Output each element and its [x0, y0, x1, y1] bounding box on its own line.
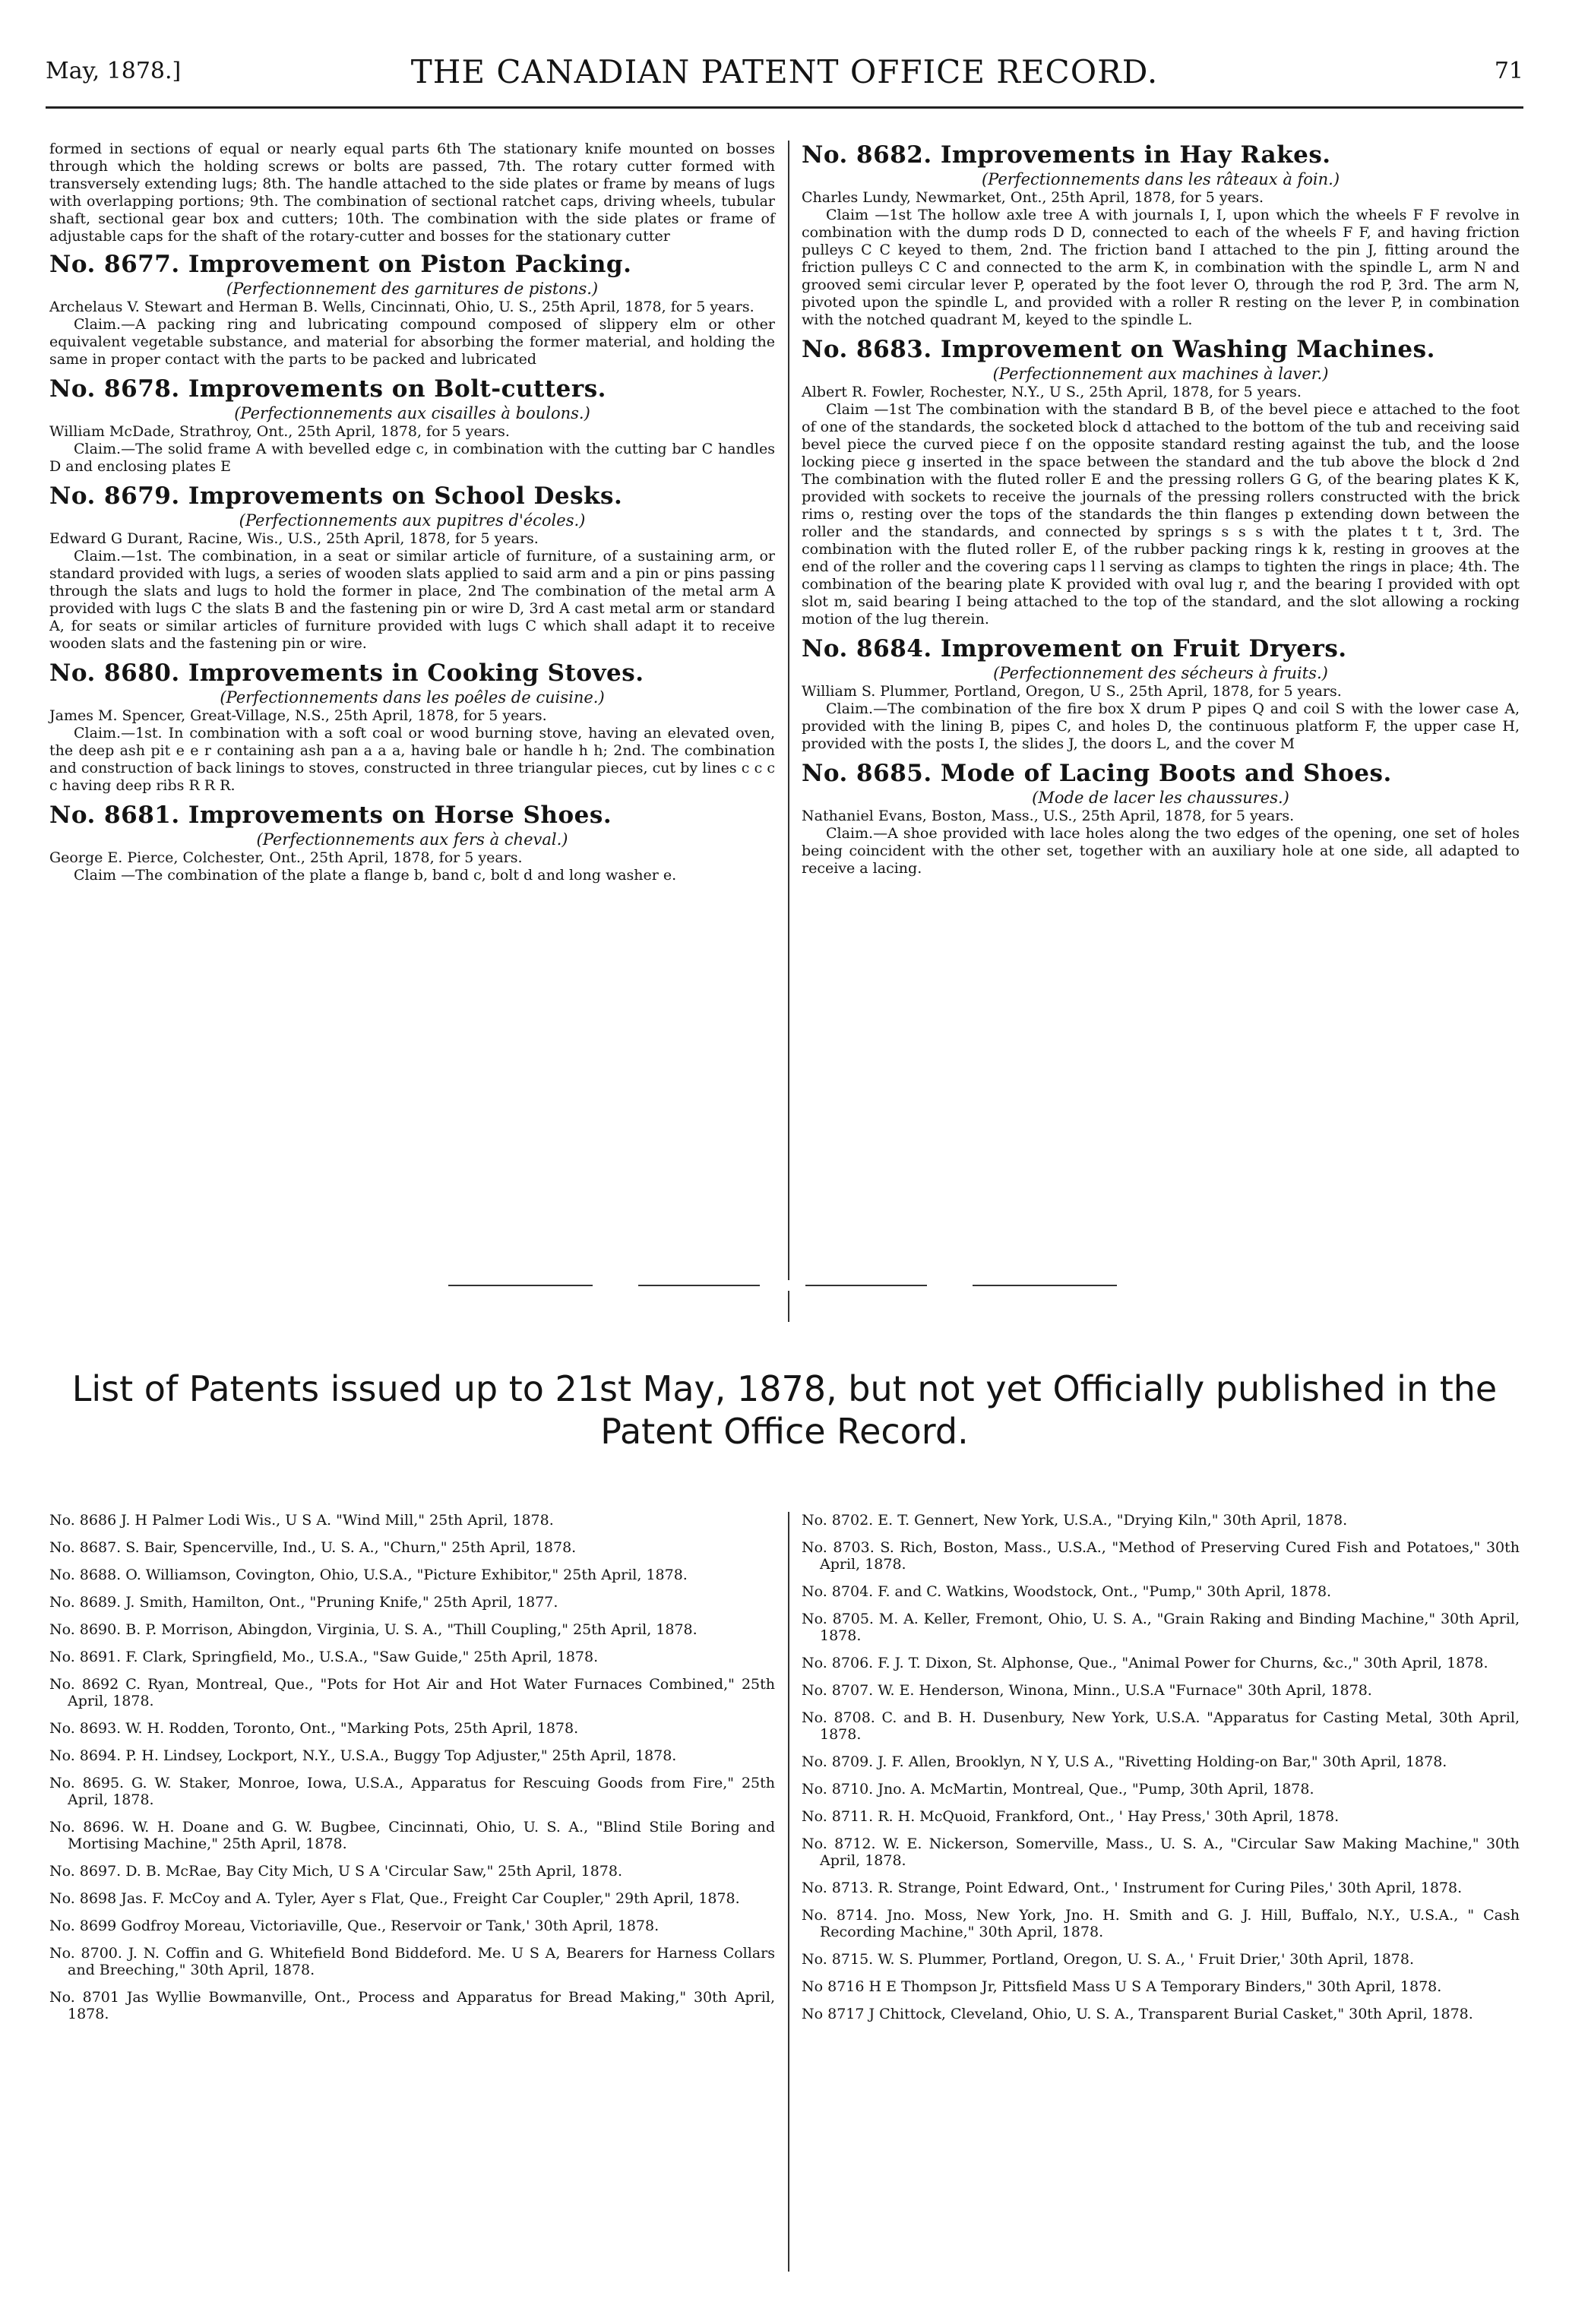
ornament-gap [593, 1280, 638, 1291]
patent-french-title: (Perfectionnements dans les poêles de cuisine.) [220, 688, 605, 707]
patent-french-title: (Perfectionnements dans les râteaux à foin.) [981, 170, 1340, 188]
page-header [46, 53, 1523, 99]
list-item: No. 8712. W. E. Nickerson, Somerville, Mass., U. S. A., "Circular Saw Making Machine," 30th April, 1878. [802, 1835, 1520, 1869]
list-item: No. 8688. O. Williamson, Covington, Ohio, U.S.A., "Picture Exhibitor," 25th April, 1878. [49, 1567, 688, 1583]
patent-inventor: Nathaniel Evans, Boston, Mass., U.S., 25th April, 1878, for 5 years. [802, 808, 1295, 824]
patent-french-title: (Perfectionnement des sécheurs à fruits.) [993, 664, 1328, 682]
list-item: No. 8687. S. Bair, Spencerville, Ind., U. S. A., "Churn," 25th April, 1878. [49, 1539, 577, 1556]
header-title: THE CANADIAN PATENT OFFICE RECORD. [410, 53, 1159, 90]
patent-heading: No. 8678. Improvements on Bolt-cutters. [49, 375, 606, 403]
patent-list-right [802, 1512, 1520, 2033]
list-item: No. 8691. F. Clark, Springfield, Mo., U.S.A., "Saw Guide," 25th April, 1878. [49, 1649, 599, 1665]
patent-claim: Claim.—A packing ring and lubricating compound composed of slippery elm or other equivalent vegetable substance, and material for absorbing the former material, and holding the same in proper contact with the parts to be packed and lubricated [49, 316, 775, 368]
list-item: No. 8686 J. H Palmer Lodi Wis., U S A. "Wind Mill," 25th April, 1878. [49, 1512, 554, 1529]
list-item: No. 8701 Jas Wyllie Bowmanville, Ont., Process and Apparatus for Bread Making," 30th April, 1878. [49, 1989, 775, 2022]
continued-claim-fragment: formed in sections of equal or nearly equal parts 6th The stationary knife mounted on bosses through which the holding screws or bolts are passed, 7th. The rotary cutter formed with transversely extending lugs; 8th. The handle attached to the side plates or frame by means of lugs with overlapping portions; 9th. The combination of sectional ratchet caps, driving wheels, tubular shaft, sectional gear box and cutters; 10th. The combination with the side plates or frame of adjustable caps for the shaft of the rotary-cutter and bosses for the stationary cutter [49, 141, 775, 245]
patent-heading: No. 8681. Improvements on Horse Shoes. [49, 802, 612, 829]
patent-heading: No. 8679. Improvements on School Desks. [49, 482, 623, 510]
list-item: No. 8709. J. F. Allen, Brooklyn, N Y, U.S A., "Rivetting Holding-on Bar," 30th April, 1878. [802, 1753, 1447, 1770]
patent-inventor: Charles Lundy, Newmarket, Ont., 25th April, 1878, for 5 years. [802, 189, 1264, 206]
patent-inventor: James M. Spencer, Great-Village, N.S., 25th April, 1878, for 5 years. [49, 707, 547, 724]
ornament-gap [760, 1280, 805, 1291]
patent-inventor: William S. Plummer, Portland, Oregon, U S., 25th April, 1878, for 5 years. [802, 683, 1342, 700]
list-item: No. 8697. D. B. McRae, Bay City Mich, U S A 'Circular Saw," 25th April, 1878. [49, 1863, 623, 1880]
list-item: No. 8708. C. and B. H. Dusenbury, New York, U.S.A. "Apparatus for Casting Metal, 30th April, 1878. [802, 1709, 1520, 1743]
patent-heading: No. 8685. Mode of Lacing Boots and Shoes. [802, 760, 1392, 787]
patent-claim: Claim —1st The combination with the standard B B, of the bevel piece e attached to the foot of one of the standards, the socketed block d attached to the bottom of the tub and receiving said bevel piece the curved piece f on the opposite standard resting against the tub, and the loose locking piece g inserted in the space between the standard and the tub above the block d 2nd The combination with the fluted roller E and the pressing rollers G G, of the bearing plates K K, provided with sockets to receive the journals of the pressing rollers constructed with the brick rims o, resting over the tops of the standards the thin flanges p extending down between the roller and the standards, and connected by springs s s s with the plates t t t, 3rd. The combination with the fluted roller E, of the rubber packing rings k k, resting in grooves at the end of the roller and the covering caps l l serving as clamps to tighten the rings in place; 4th. The combination of the bearing plate K provided with oval lug r, and the bearing I provided with opt slot m, said bearing I being attached to the top of the standard, and the slot allowing a rocking motion of the lug therein. [802, 401, 1520, 628]
list-item: No. 8715. W. S. Plummer, Portland, Oregon, U. S. A., ' Fruit Drier,' 30th April, 1878. [802, 1951, 1415, 1968]
left-column [49, 141, 775, 890]
list-item: No. 8696. W. H. Doane and G. W. Bugbee, Cincinnati, Ohio, U. S. A., "Blind Stile Boring and Mortising Machine," 25th April, 1878. [49, 1819, 775, 1852]
section-divider-ornament [448, 1280, 1117, 1291]
list-item: No. 8694. P. H. Lindsey, Lockport, N.Y., U.S.A., Buggy Top Adjuster," 25th April, 1878. [49, 1747, 677, 1764]
patent-inventor: William McDade, Strathroy, Ont., 25th April, 1878, for 5 years. [49, 423, 510, 440]
list-item: No. 8690. B. P. Morrison, Abingdon, Virginia, U. S. A., "Thill Coupling," 25th April, 1878. [49, 1621, 698, 1638]
right-column [802, 141, 1520, 884]
patent-entry-8681 [49, 801, 775, 884]
patent-french-title: (Perfectionnements aux fers à cheval.) [256, 830, 568, 849]
patent-entry-8683 [802, 335, 1520, 628]
patent-inventor: George E. Pierce, Colchester, Ont., 25th April, 1878, for 5 years. [49, 849, 523, 866]
patent-claim: Claim.—The combination of the fire box X drum P pipes Q and coil S with the lower case A, provided with the lining B, pipes C, and holes D, the continuous platform F, the upper case H, provided with the posts I, the slides J, the doors L, and the cover M [802, 700, 1520, 752]
patent-french-title: (Perfectionnement aux machines à laver.) [992, 365, 1329, 383]
patent-entry-8684 [802, 634, 1520, 753]
header-page-number: 71 [1494, 58, 1523, 84]
patent-entry-8678 [49, 375, 775, 476]
list-item: No. 8695. G. W. Staker, Monroe, Iowa, U.S.A., Apparatus for Rescuing Goods from Fire," 25th April, 1878. [49, 1775, 775, 1808]
list-item: No. 8714. Jno. Moss, New York, Jno. H. Smith and G. J. Hill, Buffalo, N.Y., U.S.A., " Cash Recording Machine," 30th April, 1878. [802, 1907, 1520, 1940]
list-item: No. 8692 C. Ryan, Montreal, Que., "Pots for Hot Air and Hot Water Furnaces Combined," 25th April, 1878. [49, 1676, 775, 1709]
patent-entry-8682 [802, 141, 1520, 329]
list-column-divider [788, 1512, 789, 2272]
list-item: No. 8705. M. A. Keller, Fremont, Ohio, U. S. A., "Grain Raking and Binding Machine," 30th April, 1878. [802, 1611, 1520, 1644]
patent-entry-8679 [49, 482, 775, 653]
header-date: May, 1878.] [46, 58, 182, 84]
patent-inventor: Archelaus V. Stewart and Herman B. Wells, Cincinnati, Ohio, U. S., 25th April, 1878, for 5 years. [49, 299, 754, 315]
patent-french-title: (Mode de lacer les chaussures.) [1032, 789, 1289, 807]
patent-claim: Claim.—The solid frame A with bevelled edge c, in combination with the cutting bar C handles D and enclosing plates E [49, 441, 775, 475]
patent-claim: Claim —The combination of the plate a flange b, band c, bolt d and long washer e. [74, 867, 677, 884]
patent-entry-8685 [802, 759, 1520, 877]
patent-claim: Claim —1st The hollow axle tree A with journals I, I, upon which the wheels F F revolve in combination with the dump rods D D, connected to each of the wheels F F, and having friction pulleys C C keyed to them, 2nd. The friction band I attached to the pin J, fitting around the friction pulleys C C and connected to the arm K, in combination with the spindle L, arm N and grooved semi circular lever P, operated by the foot lever O, through the rod P, 3rd. The arm N, pivoted upon the spindle L, and provided with a roller R resting on the lever P, in combination with the notched quadrant M, keyed to the spindle L. [802, 207, 1520, 328]
ornament-gap [927, 1280, 973, 1291]
patent-heading: No. 8680. Improvements in Cooking Stoves. [49, 659, 644, 687]
patent-list-left [49, 1512, 775, 2033]
list-item: No. 8689. J. Smith, Hamilton, Ont., "Pruning Knife," 25th April, 1877. [49, 1594, 558, 1611]
list-item: No. 8713. R. Strange, Point Edward, Ont., ' Instrument for Curing Piles,' 30th April, 1878. [802, 1880, 1463, 1896]
patent-heading: No. 8683. Improvement on Washing Machines. [802, 336, 1435, 363]
patent-heading: No. 8677. Improvement on Piston Packing. [49, 251, 632, 278]
patent-claim: Claim.—1st. In combination with a soft coal or wood burning stove, having an elevated oven, the deep ash pit e e r containing ash pan a a a, having bale or handle h h; 2nd. The combination and construction of back linings to stoves, constructed in three triangular pieces, cut by lines c c c c having deep ribs R R R. [49, 725, 775, 794]
list-item: No. 8699 Godfroy Moreau, Victoriaville, Que., Reservoir or Tank,' 30th April, 1878. [49, 1918, 660, 1934]
patent-claim: Claim.—1st. The combination, in a seat or similar article of furniture, of a sustaining arm, or standard provided with lugs, a series of wooden slats applied to said arm and a pin or pins passing through the slats and lugs to hold the former in place, 2nd The combination of the metal arm A provided with lugs C the slats B and the fastening pin or wire D, 3rd A cast metal arm or standard A, for seats or similar articles of furniture provided with lugs C which shall adapt it to receive wooden slats and the fastening pin or wire. [49, 548, 775, 652]
list-item: No 8717 J Chittock, Cleveland, Ohio, U. S. A., Transparent Burial Casket," 30th April, 1878. [802, 2006, 1473, 2022]
patent-entry-8677 [49, 250, 775, 368]
list-item: No. 8693. W. H. Rodden, Toronto, Ont., "Marking Pots, 25th April, 1878. [49, 1720, 579, 1737]
patent-claim: Claim.—A shoe provided with lace holes along the two edges of the opening, one set of holes being coincident with the other set, together with an auxiliary hole at one side, all adapted to receive a lacing. [802, 825, 1520, 877]
list-item: No. 8704. F. and C. Watkins, Woodstock, Ont., "Pump," 30th April, 1878. [802, 1583, 1332, 1600]
patent-entry-8680 [49, 659, 775, 795]
list-item: No. 8702. E. T. Gennert, New York, U.S.A., "Drying Kiln," 30th April, 1878. [802, 1512, 1348, 1529]
list-item: No. 8703. S. Rich, Boston, Mass., U.S.A., "Method of Preserving Cured Fish and Potatoes," 30th April, 1878. [802, 1539, 1520, 1573]
header-rule [46, 106, 1523, 109]
patent-heading: No. 8684. Improvement on Fruit Dryers. [802, 635, 1347, 662]
list-item: No. 8707. W. E. Henderson, Winona, Minn., U.S.A "Furnace" 30th April, 1878. [802, 1682, 1372, 1699]
patent-list-title: List of Patents issued up to 21st May, 1878, but not yet Officially published in the Patent Office Record. [71, 1368, 1498, 1452]
list-item: No. 8706. F. J. T. Dixon, St. Alphonse, Que., "Animal Power for Churns, &c.," 30th April, 1878. [802, 1655, 1488, 1671]
list-item: No. 8710. Jno. A. McMartin, Montreal, Que., "Pump, 30th April, 1878. [802, 1781, 1314, 1798]
patent-french-title: (Perfectionnement des garnitures de pistons.) [226, 280, 599, 298]
list-item: No 8716 H E Thompson Jr, Pittsfield Mass U S A Temporary Binders," 30th April, 1878. [802, 1978, 1442, 1995]
patent-french-title: (Perfectionnements aux cisailles à boulons.) [234, 404, 590, 422]
patent-french-title: (Perfectionnements aux pupitres d'écoles.) [239, 511, 586, 530]
patent-heading: No. 8682. Improvements in Hay Rakes. [802, 141, 1331, 169]
list-item: No. 8711. R. H. McQuoid, Frankford, Ont., ' Hay Press,' 30th April, 1878. [802, 1808, 1340, 1825]
patent-inventor: Albert R. Fowler, Rochester, N.Y., U S., 25th April, 1878, for 5 years. [802, 384, 1302, 400]
list-item: No. 8700. J. N. Coffin and G. Whitefield Bond Biddeford. Me. U S A, Bearers for Harness Collars and Breeching," 30th April, 1878. [49, 1945, 775, 1978]
list-item: No. 8698 Jas. F. McCoy and A. Tyler, Ayer s Flat, Que., Freight Car Coupler," 29th April, 1878. [49, 1890, 740, 1907]
column-divider [788, 141, 789, 1322]
patent-inventor: Edward G Durant, Racine, Wis., U.S., 25th April, 1878, for 5 years. [49, 530, 539, 547]
